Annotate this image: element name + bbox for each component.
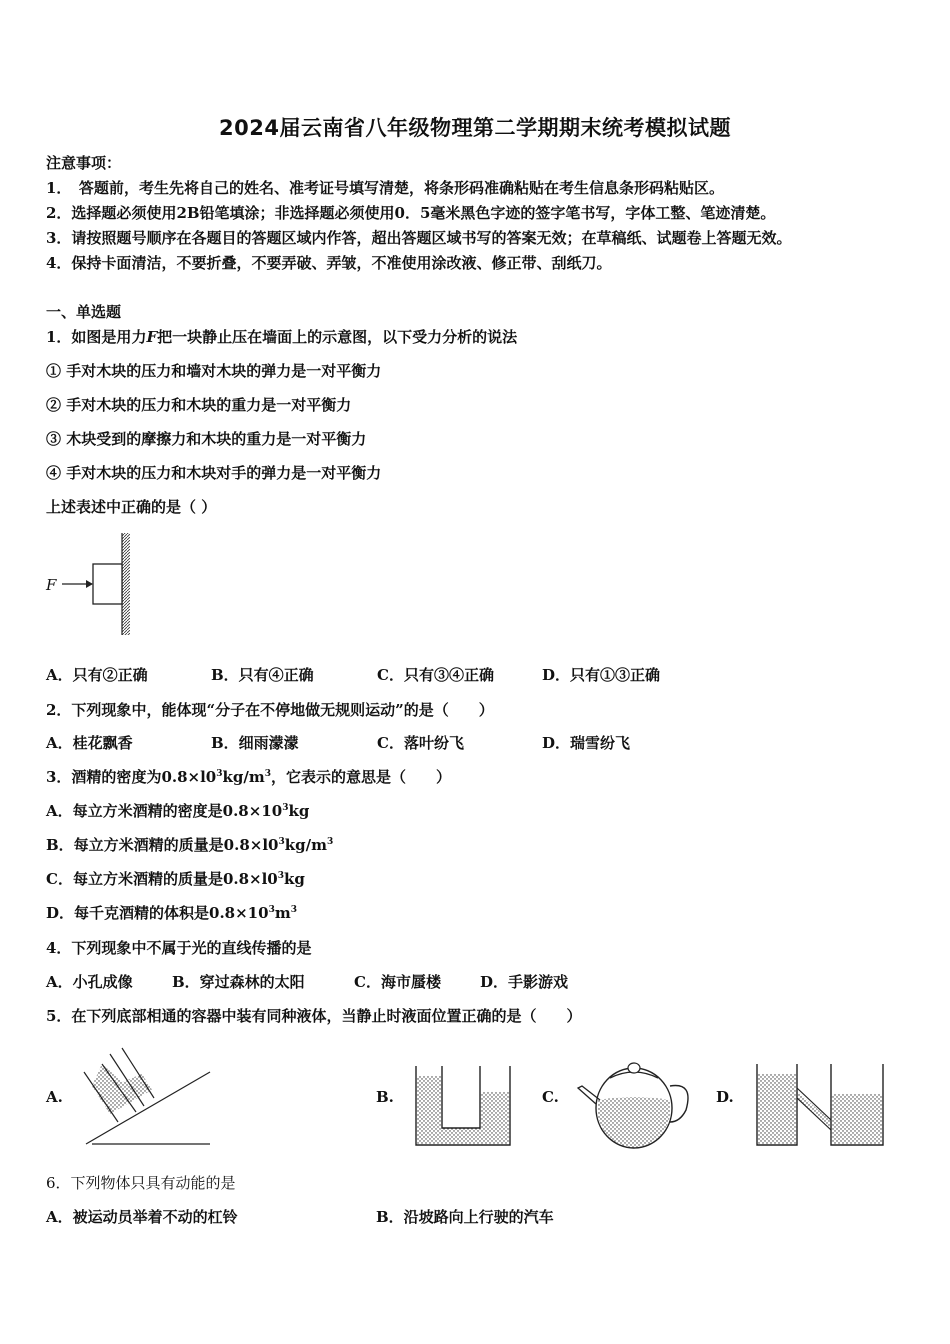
page-title: 2024届云南省八年级物理第二学期期末统考模拟试题 xyxy=(219,116,731,140)
container-d-figure xyxy=(752,1060,888,1148)
question-6-stem: 6．下列物体只具有动能的是 xyxy=(46,1174,236,1192)
statement: ② 手对木块的压力和木块的重力是一对平衡力 xyxy=(46,396,352,414)
option-a: A．被运动员举着不动的杠铃 xyxy=(46,1208,238,1226)
option-c: C．落叶纷飞 xyxy=(377,734,464,752)
notice-item: 1． 答题前，考生先将自己的姓名、准考证号填写清楚，将条形码准确粘贴在考生信息条形码粘贴区。 xyxy=(46,179,724,197)
option-d: D．只有①③正确 xyxy=(542,666,661,684)
option-c-label: C. xyxy=(542,1088,559,1106)
notice-item: 3．请按照题号顺序在各题目的答题区域内作答，超出答题区域书写的答案无效；在草稿纸、试题卷上答题无效。 xyxy=(46,229,792,247)
wall xyxy=(122,533,130,635)
question-1-ask: 上述表述中正确的是（ ） xyxy=(46,498,217,516)
teapot-figure xyxy=(574,1052,694,1154)
question-4-stem: 4．下列现象中不属于光的直线传播的是 xyxy=(46,939,312,957)
notice-item: 4．保持卡面清洁，不要折叠，不要弄破、弄皱，不准使用涂改液、修正带、刮纸刀。 xyxy=(46,254,612,272)
option-a: A．只有②正确 xyxy=(46,666,148,684)
option-d-label: D. xyxy=(716,1088,734,1106)
question-5-stem: 5．在下列底部相通的容器中装有同种液体，当静止时液面位置正确的是（ ） xyxy=(46,1007,582,1025)
option-b: B．每立方米酒精的质量是$0.8\times l0^3kg/m^3$ xyxy=(46,836,334,854)
force-diagram xyxy=(40,528,140,638)
option-a: A．每立方米酒精的密度是$0.8\times 10^3kg$ xyxy=(46,802,310,820)
option-a-label: A. xyxy=(46,1088,63,1106)
option-a: A．桂花飘香 xyxy=(46,734,133,752)
statement: ① 手对木块的压力和墙对木块的弹力是一对平衡力 xyxy=(46,362,382,380)
option-d: D．瑞雪纷飞 xyxy=(542,734,631,752)
question-1-stem: 1．如图是用力F把一块静止压在墙面上的示意图，以下受力分析的说法 xyxy=(46,328,518,346)
option-b: B．沿坡路向上行驶的汽车 xyxy=(376,1208,554,1226)
container-a-figure xyxy=(82,1044,217,1148)
option-b: B．穿过森林的太阳 xyxy=(172,973,305,991)
option-d: D．手影游戏 xyxy=(480,973,569,991)
statement: ③ 木块受到的摩擦力和木块的重力是一对平衡力 xyxy=(46,430,367,448)
option-b: B．只有④正确 xyxy=(211,666,314,684)
wood-block xyxy=(93,564,122,604)
notice-heading: 注意事项： xyxy=(46,154,122,172)
option-c: C．只有③④正确 xyxy=(377,666,494,684)
notice-item: 2．选择题必须使用2B铅笔填涂；非选择题必须使用0．5毫米黑色字迹的签字笔书写，字体工整、笔迹清楚。 xyxy=(46,204,776,222)
section-heading: 一、单选题 xyxy=(46,303,122,321)
option-d: D．每千克酒精的体积是$0.8\times 10^3m^3$ xyxy=(46,904,297,922)
option-c: C．海市蜃楼 xyxy=(354,973,441,991)
option-b-label: B. xyxy=(376,1088,394,1106)
option-c: C．每立方米酒精的质量是$0.8\times l0^3kg$ xyxy=(46,870,305,888)
container-b-figure xyxy=(413,1062,515,1148)
option-b: B．细雨濛濛 xyxy=(211,734,299,752)
question-3-stem: 3．酒精的密度为$0.8\times l0^3kg/m^3$，它表示的意思是（ ） xyxy=(46,768,452,786)
statement: ④ 手对木块的压力和木块对手的弹力是一对平衡力 xyxy=(46,464,382,482)
option-a: A．小孔成像 xyxy=(46,973,133,991)
question-2-stem: 2．下列现象中，能体现“分子在不停地做无规则运动”的是（ ） xyxy=(46,701,494,719)
force-label: F xyxy=(46,576,57,594)
